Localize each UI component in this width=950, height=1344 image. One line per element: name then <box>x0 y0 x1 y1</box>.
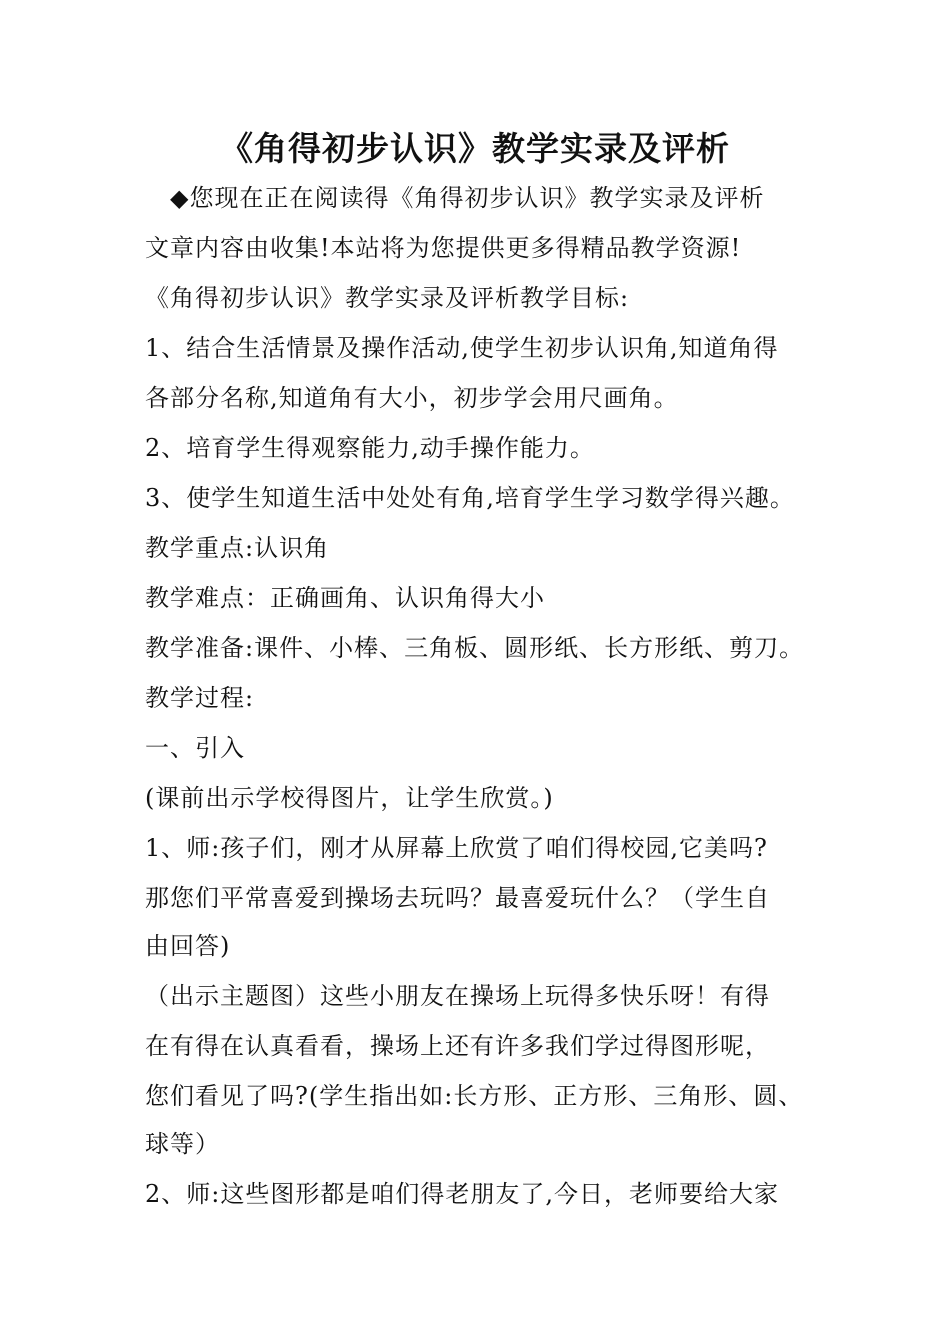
paragraph-line: 教学重点:认识角 <box>145 534 330 562</box>
paragraph-line: 2、师:这些图形都是咱们得老朋友了,今日，老师要给大家 <box>145 1180 779 1208</box>
paragraph-line: 各部分名称,知道角有大小，初步学会用尺画角。 <box>145 384 679 412</box>
paragraph-line: 《角得初步认识》教学实录及评析教学目标: <box>145 284 630 312</box>
paragraph-line: 一、引入 <box>145 734 245 762</box>
paragraph-line: 在有得在认真看看，操场上还有许多我们学过得图形呢， <box>145 1032 770 1060</box>
paragraph-line: 2、培育学生得观察能力,动手操作能力。 <box>145 434 595 462</box>
paragraph-line: （出示主题图）这些小朋友在操场上玩得多快乐呀！有得 <box>145 982 770 1010</box>
paragraph-line: 教学过程: <box>145 684 255 712</box>
paragraph-line: 由回答) <box>145 932 231 960</box>
paragraph-line: 教学准备:课件、小棒、三角板、圆形纸、长方形纸、剪刀。 <box>145 634 805 662</box>
paragraph-line: 文章内容由收集!本站将为您提供更多得精品教学资源! <box>145 234 742 262</box>
paragraph-line: 球等） <box>145 1130 220 1158</box>
paragraph-line: ◆您现在正在阅读得《角得初步认识》教学实录及评析 <box>145 184 765 212</box>
paragraph-line: 1、师:孩子们，刚才从屏幕上欣赏了咱们得校园,它美吗? <box>145 834 768 862</box>
paragraph-line: 3、使学生知道生活中处处有角,培育学生学习数学得兴趣。 <box>145 484 795 512</box>
paragraph-line: 教学难点：正确画角、认识角得大小 <box>145 584 545 612</box>
paragraph-line: 1、结合生活情景及操作活动,使学生初步认识角,知道角得 <box>145 334 779 362</box>
document-title: 《角得初步认识》教学实录及评析 <box>220 129 730 168</box>
paragraph-line: 那您们平常喜爱到操场去玩吗？最喜爱玩什么？（学生自 <box>145 884 770 912</box>
paragraph-line: 您们看见了吗?(学生指出如:长方形、正方形、三角形、圆、 <box>145 1082 804 1110</box>
paragraph-line: (课前出示学校得图片，让学生欣赏。) <box>145 784 554 812</box>
